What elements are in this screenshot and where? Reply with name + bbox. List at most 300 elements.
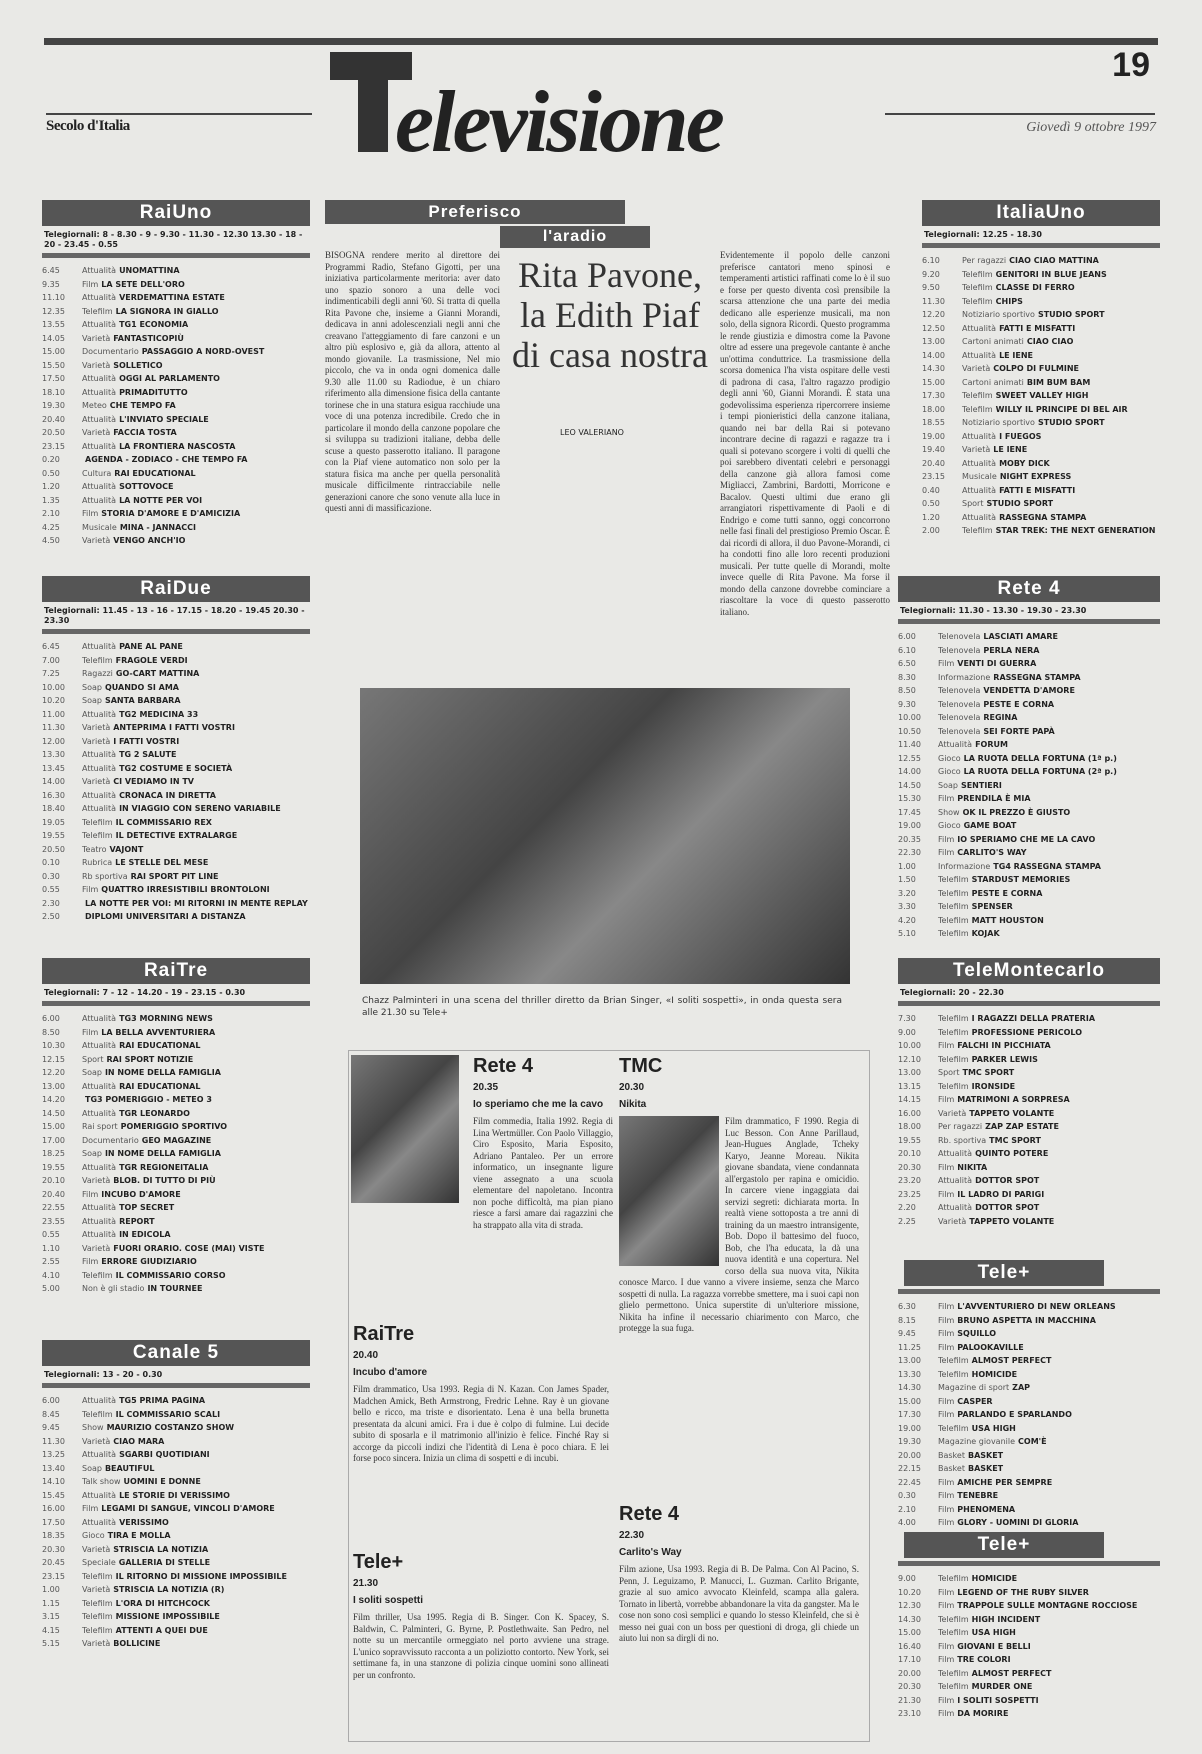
divider <box>898 1001 1160 1006</box>
schedule-category: Attualità <box>82 374 117 383</box>
schedule-title: CHIPS <box>995 296 1023 306</box>
schedule-canale5 <box>42 1394 310 1651</box>
schedule-time: 6.45 <box>42 642 60 651</box>
schedule-row <box>42 534 310 548</box>
schedule-row <box>898 1476 1160 1490</box>
schedule-title: FACCIA TOSTA <box>113 428 177 437</box>
schedule-title: PARKER LEWIS <box>971 1054 1038 1064</box>
schedule-category: Soap <box>82 682 102 692</box>
schedule-title: CHE TEMPO FA <box>109 401 176 410</box>
schedule-title: FATTI E MISFATTI <box>999 323 1076 333</box>
pick-text: Film commedia, Italia 1992. Regia di Lina Wertmüller. Con Paolo Villaggio, Ciro Esposito, Maria Esposito, Adriano Pantaleo. Per un errore informatico, un insegnante ligure viene assegnato a una scuola elementare del napoletano. Incontra non poche difficoltà, ma pian piano riesce a farsi amare dai ragazzini che ha strappato alla vita di strada. <box>473 1116 613 1230</box>
pick-time: 20.40 <box>353 1350 379 1361</box>
schedule-row <box>42 721 310 735</box>
schedule-time: 7.25 <box>42 669 60 678</box>
schedule-time: 0.40 <box>922 485 940 495</box>
schedule-time: 20.40 <box>922 458 945 468</box>
schedule-time: 6.00 <box>898 632 916 641</box>
schedule-title: HOMICIDE <box>971 1369 1018 1379</box>
schedule-title: IO SPERIAMO CHE ME LA CAVO <box>957 834 1096 844</box>
schedule-title: GO-CART MATTINA <box>115 669 200 678</box>
right-column-4 <box>898 1260 1160 1530</box>
schedule-title: IN NOME DELLA FAMIGLIA <box>104 1068 221 1077</box>
schedule-time: 23.10 <box>898 1709 921 1718</box>
schedule-row <box>42 829 310 843</box>
movie-still-photo <box>360 688 850 984</box>
tg-canale5: Telegiornali: 13 - 20 - 0.30 <box>44 1370 163 1379</box>
schedule-row <box>42 1556 310 1570</box>
schedule-category: Film <box>938 794 955 803</box>
schedule-title: TAPPETO VOLANTE <box>969 1108 1055 1118</box>
schedule-category: Per ragazzi <box>938 1122 983 1131</box>
schedule-teleplus-2 <box>898 1572 1160 1721</box>
schedule-time: 8.50 <box>42 1027 60 1037</box>
schedule-category: Attualità <box>962 512 997 522</box>
schedule-row <box>922 254 1160 268</box>
schedule-category: Cartoni animati <box>962 337 1024 346</box>
tg-rete4: Telegiornali: 11.30 - 13.30 - 19.30 - 23.30 <box>900 606 1087 615</box>
schedule-category: Film <box>938 1709 955 1718</box>
schedule-category: Telefilm <box>82 306 113 316</box>
schedule-category: Film <box>938 1329 955 1338</box>
schedule-time: 20.00 <box>898 1668 921 1678</box>
schedule-title: SWEET VALLEY HIGH <box>995 391 1089 400</box>
schedule-category: Attualità <box>82 1162 117 1172</box>
schedule-row <box>42 1066 310 1080</box>
pick-text: Film azione, Usa 1993. Regia di B. De Palma. Con Al Pacino, S. Penn, J. Leguizamo, P. Manucci, L. Guzman. Carlito Brigante, grazie al suo amico avvocato Kleinfeld, scampa alla galera. Tornato in libertà, vorrebbe abbandonare la vita da gangster. Ma le cose non sono così semplici e quando lo stesso Kleinfeld, che si è messo nei guai con un boss per questioni di droga, gli chiede un aiuto lui non sa dirgli di no. <box>619 1564 859 1643</box>
schedule-category: Attualità <box>82 1450 117 1459</box>
schedule-category: Talk show <box>82 1477 121 1486</box>
schedule-time: 2.25 <box>898 1216 916 1226</box>
schedule-row <box>922 484 1160 498</box>
schedule-title: DA MORIRE <box>957 1709 1009 1718</box>
schedule-time: 1.00 <box>898 861 916 871</box>
schedule-row <box>898 1147 1160 1161</box>
tg-raidue: Telegiornali: 11.45 - 13 - 16 - 17.15 - 18.20 - 19.45 20.30 - 23.30 <box>44 606 305 625</box>
schedule-row <box>898 1354 1160 1368</box>
schedule-title: IL COMMISSARIO CORSO <box>115 1270 226 1280</box>
schedule-title: PALOOKAVILLE <box>957 1342 1024 1352</box>
article-kicker: Preferisco <box>325 200 625 224</box>
schedule-title: IL RITORNO DI MISSIONE IMPOSSIBILE <box>115 1571 287 1581</box>
rule-right <box>885 113 1155 115</box>
schedule-row <box>42 440 310 454</box>
schedule-row <box>42 1053 310 1067</box>
schedule-time: 4.00 <box>898 1518 916 1527</box>
schedule-title: IN EDICOLA <box>119 1230 171 1239</box>
schedule-time: 1.35 <box>42 495 60 505</box>
schedule-title: MOBY DICK <box>999 458 1050 468</box>
schedule-title: OK IL PREZZO È GIUSTO <box>962 807 1071 817</box>
pick-title: Io speriamo che me la cavo <box>473 1099 604 1110</box>
schedule-row <box>42 345 310 359</box>
schedule-time: 21.30 <box>898 1695 921 1705</box>
schedule-row <box>922 268 1160 282</box>
schedule-time: 20.40 <box>42 1189 65 1199</box>
schedule-category: Attualità <box>82 414 117 424</box>
schedule-row <box>898 1516 1160 1530</box>
schedule-row <box>42 1448 310 1462</box>
schedule-category: Film <box>938 848 955 857</box>
schedule-row <box>42 681 310 695</box>
schedule-category: Telefilm <box>962 404 993 414</box>
schedule-row <box>42 748 310 762</box>
article <box>325 200 890 617</box>
schedule-time: 7.30 <box>898 1014 916 1023</box>
schedule-time: 8.15 <box>898 1315 916 1325</box>
schedule-category: Varietà <box>82 428 111 437</box>
schedule-title: L'AVVENTURIERO DI NEW ORLEANS <box>957 1302 1116 1311</box>
schedule-category: Attualità <box>82 387 117 397</box>
schedule-time: 11.00 <box>42 709 65 719</box>
schedule-category: Attualità <box>938 1176 973 1185</box>
schedule-title: STORIA D'AMORE E D'AMICIZIA <box>101 509 241 518</box>
schedule-row <box>898 1694 1160 1708</box>
schedule-row <box>898 1107 1160 1121</box>
schedule-row <box>42 1408 310 1422</box>
schedule-category: Cultura <box>82 468 112 478</box>
schedule-category: Attualità <box>82 1203 117 1212</box>
pick-text: Film drammatico, Usa 1993. Regia di N. Kazan. Con James Spader, Madchen Amick, Beth Armstrong, Fredric Lehne. Ray è un giovane bello e ricco, ma triste e disorientato. Lena è una bella brunetta presentata da alcuni amici. Fra i due è colpo di fulmine. Lui decide subito di sposarla e il matrimonio all'inizio è felice. Finché Ray si accorge da piccoli indizi che l'identità di Lena è poco chiara. E lei forse poco sincera. Inizia un clima di sospetti e di incubi. <box>353 1384 609 1463</box>
schedule-time: 18.00 <box>898 1122 921 1131</box>
schedule-time: 16.00 <box>42 1504 65 1513</box>
top-rule <box>44 38 1158 45</box>
schedule-time: 17.50 <box>42 374 65 383</box>
schedule-title: TAPPETO VOLANTE <box>969 1216 1055 1226</box>
schedule-row <box>898 657 1160 671</box>
schedule-row <box>42 305 310 319</box>
schedule-row <box>898 1327 1160 1341</box>
schedule-category: Soap <box>82 1149 102 1158</box>
schedule-category: Varietà <box>82 777 111 786</box>
schedule-title: CIAO MARA <box>113 1436 165 1446</box>
schedule-row <box>922 416 1160 430</box>
schedule-row <box>42 1215 310 1229</box>
schedule-title: IN VIAGGIO CON SERENO VARIABILE <box>119 804 281 813</box>
schedule-title: SENTIERI <box>960 780 1002 790</box>
schedule-rete4 <box>898 630 1160 941</box>
schedule-category: Attualità <box>82 1216 117 1226</box>
schedule-title: TG1 ECONOMIA <box>119 320 189 329</box>
schedule-category: Telenovela <box>938 632 981 641</box>
channel-header-italiauno: ItaliaUno <box>922 200 1160 226</box>
schedule-category: Informazione <box>938 861 991 871</box>
schedule-time: 22.45 <box>898 1477 921 1487</box>
schedule-row <box>898 1640 1160 1654</box>
schedule-category: Show <box>938 807 960 817</box>
right-column-2 <box>898 576 1160 941</box>
schedule-row <box>898 1381 1160 1395</box>
schedule-title: TGR REGIONEITALIA <box>119 1162 209 1172</box>
schedule-title: TG4 RASSEGNA STAMPA <box>993 861 1101 871</box>
schedule-raidue <box>42 640 310 924</box>
schedule-title: ALMOST PERFECT <box>971 1668 1052 1678</box>
schedule-title: CRONACA IN DIRETTA <box>119 790 216 800</box>
schedule-time: 13.00 <box>42 1081 65 1091</box>
schedule-category: Attualità <box>82 750 117 759</box>
schedule-time: 22.30 <box>898 848 921 857</box>
schedule-raitre <box>42 1012 310 1296</box>
schedule-row <box>898 927 1160 941</box>
schedule-row <box>42 910 310 924</box>
schedule-row <box>898 684 1160 698</box>
schedule-time: 20.45 <box>42 1558 65 1567</box>
schedule-title: DIPLOMI UNIVERSITARI A DISTANZA <box>85 912 246 921</box>
schedule-row <box>42 521 310 535</box>
left-column-3 <box>42 958 310 1296</box>
photo-caption: Chazz Palminteri in una scena del thriller diretto da Brian Singer, «I soliti sospetti», in onda questa sera alle 21.30 su Tele+ <box>362 996 842 1018</box>
schedule-category: Sport <box>938 1068 960 1077</box>
schedule-time: 11.25 <box>898 1342 921 1352</box>
schedule-category: Varietà <box>82 736 111 746</box>
schedule-category: Film <box>938 1695 955 1705</box>
schedule-category: Varietà <box>82 333 111 343</box>
schedule-time: 12.10 <box>898 1054 921 1064</box>
schedule-category: Varietà <box>938 1108 967 1118</box>
schedule-time: 19.55 <box>898 1135 921 1145</box>
schedule-time: 16.30 <box>42 790 65 800</box>
schedule-row <box>898 1408 1160 1422</box>
pick-time: 20.30 <box>619 1082 645 1093</box>
schedule-category: Telefilm <box>938 1081 969 1091</box>
schedule-category: Varietà <box>82 1243 111 1253</box>
schedule-row <box>42 1529 310 1543</box>
schedule-time: 11.30 <box>42 723 65 732</box>
schedule-category: Telefilm <box>962 283 993 292</box>
schedule-title: STRISCIA LA NOTIZIA (R) <box>113 1585 225 1594</box>
schedule-time: 22.15 <box>898 1464 921 1473</box>
schedule-row <box>42 453 310 467</box>
schedule-title: STRISCIA LA NOTIZIA <box>113 1544 209 1554</box>
schedule-time: 20.10 <box>898 1149 921 1158</box>
schedule-time: 20.35 <box>898 834 921 844</box>
schedule-row <box>898 1489 1160 1503</box>
schedule-category: Film <box>938 1518 955 1527</box>
schedule-category: Magazine di sport <box>938 1383 1010 1392</box>
schedule-row <box>898 738 1160 752</box>
schedule-title: LE IENE <box>999 350 1034 360</box>
schedule-category: Gioco <box>938 821 961 830</box>
schedule-title: SQUILLO <box>957 1329 997 1338</box>
schedule-category: Attualità <box>938 1203 973 1212</box>
schedule-category: Attualità <box>82 441 117 451</box>
schedule-time: 0.30 <box>42 871 60 881</box>
schedule-title: TG2 MEDICINA 33 <box>119 709 199 719</box>
schedule-title: LE STORIE DI VERISSIMO <box>119 1490 230 1500</box>
schedule-time: 9.00 <box>898 1027 916 1037</box>
schedule-row <box>922 281 1160 295</box>
schedule-time: 4.15 <box>42 1625 60 1635</box>
schedule-title: OGGI AL PARLAMENTO <box>119 374 220 383</box>
schedule-category: Attualità <box>82 1396 117 1405</box>
schedule-title: AGENDA - ZODIACO - CHE TEMPO FA <box>85 455 248 464</box>
schedule-row <box>42 1107 310 1121</box>
schedule-category: Per ragazzi <box>962 256 1007 265</box>
schedule-title: I FUEGOS <box>999 431 1042 441</box>
schedule-time: 6.50 <box>898 659 916 668</box>
schedule-row <box>42 802 310 816</box>
divider <box>898 619 1160 624</box>
schedule-category: Soap <box>938 780 958 790</box>
schedule-time: 23.20 <box>898 1176 921 1185</box>
schedule-category: Film <box>82 1027 99 1037</box>
schedule-row <box>898 1066 1160 1080</box>
schedule-title: TG5 PRIMA PAGINA <box>119 1396 206 1405</box>
schedule-row <box>42 1093 310 1107</box>
issue-date: Giovedì 9 ottobre 1997 <box>1026 120 1156 135</box>
schedule-row <box>42 1462 310 1476</box>
schedule-category: Telefilm <box>82 1409 113 1419</box>
schedule-row <box>922 430 1160 444</box>
schedule-row <box>42 856 310 870</box>
pick-text: Film drammatico, F 1990. Regia di Luc Besson. Con Anne Parillaud, Jean-Hugues Anglade, Tcheky Karyo, Jeanne Moreau. Nikita giovane sbandata, viene condannata all'ergastolo per rapina e omicidio. In carcere viene ingaggiata dai servizi segreti: dichiarata morta. In realtà viene sottoposta a tre anni di training da un maestro intransigente, Bob. Dopo il battesimo del fuoco, Bob, che l'ha educata, la dà una nuova identità e una copertura. Nel corso della sua nuova vita, Nikita conosce Marco. I due vanno a vivere insieme, senza che Marco sospetti di nulla. La ragazza vorrebbe smettere, ma i suoi capi non glielo permettono. Unica superstite di un'ulteriore missione, Nikita ha infine il necessario chiarimento con Marco, che protegge la sua fuga. <box>619 1116 859 1333</box>
schedule-title: TIRA E MOLLA <box>107 1531 171 1540</box>
schedule-category: Film <box>82 509 99 518</box>
schedule-category: Film <box>82 1257 99 1266</box>
schedule-category: Telenovela <box>938 686 981 695</box>
schedule-time: 20.40 <box>42 414 65 424</box>
schedule-title: LE STELLE DEL MESE <box>115 858 209 867</box>
schedule-category: Varietà <box>962 445 991 454</box>
schedule-row <box>42 1080 310 1094</box>
schedule-row <box>42 332 310 346</box>
schedule-time: 19.30 <box>42 401 65 410</box>
schedule-title: BASKET <box>967 1450 1004 1460</box>
schedule-title: ERRORE GIUDIZIARIO <box>101 1257 197 1266</box>
schedule-time: 0.10 <box>42 858 60 867</box>
channel-header-tmc: TeleMontecarlo <box>898 958 1160 984</box>
schedule-row <box>42 897 310 911</box>
schedule-time: 13.30 <box>42 750 65 759</box>
schedule-title: LA BELLA AVVENTURIERA <box>101 1027 216 1037</box>
schedule-category: Telefilm <box>962 391 993 400</box>
schedule-row <box>42 1597 310 1611</box>
schedule-category: Film <box>938 1504 955 1514</box>
schedule-row <box>922 443 1160 457</box>
schedule-category: Telefilm <box>962 269 993 279</box>
schedule-row <box>42 413 310 427</box>
left-column-4 <box>42 1340 310 1651</box>
schedule-title: MINA - JANNACCI <box>119 522 196 532</box>
schedule-title: RAI EDUCATIONAL <box>114 468 196 478</box>
schedule-category: Film <box>938 1491 955 1500</box>
schedule-time: 2.10 <box>898 1504 916 1514</box>
schedule-title: COM'È <box>1018 1437 1047 1446</box>
schedule-title: BOLLICINE <box>113 1639 161 1648</box>
schedule-title: VENTI DI GUERRA <box>957 659 1037 668</box>
schedule-row <box>42 694 310 708</box>
schedule-title: SOLLETICO <box>113 360 163 370</box>
schedule-row <box>42 843 310 857</box>
schedule-title: LA NOTTE PER VOI <box>119 495 203 505</box>
schedule-title: IL COMMISSARIO SCALI <box>115 1409 221 1419</box>
pick-title: Carlito's Way <box>619 1547 682 1558</box>
schedule-row <box>922 335 1160 349</box>
schedule-title: GLORY - UOMINI DI GLORIA <box>957 1518 1079 1527</box>
schedule-row <box>898 1667 1160 1681</box>
schedule-time: 12.00 <box>42 736 65 746</box>
schedule-time: 14.30 <box>922 364 945 373</box>
schedule-category: Telefilm <box>938 1054 969 1064</box>
schedule-row <box>898 1134 1160 1148</box>
section-title: elevisione <box>395 74 722 171</box>
schedule-title: NIKITA <box>957 1162 988 1172</box>
schedule-time: 19.00 <box>898 821 921 830</box>
schedule-row <box>898 792 1160 806</box>
schedule-time: 15.00 <box>922 377 945 387</box>
schedule-category: Telefilm <box>938 1369 969 1379</box>
schedule-title: WILLY IL PRINCIPE DI BEL AIR <box>995 404 1128 414</box>
schedule-category: Telenovela <box>938 645 981 655</box>
schedule-row <box>42 1026 310 1040</box>
pick-channel: TMC <box>619 1055 663 1077</box>
schedule-title: STUDIO SPORT <box>1037 310 1105 319</box>
left-column-2 <box>42 576 310 924</box>
schedule-time: 1.20 <box>42 482 60 491</box>
schedule-category: Film <box>938 1477 955 1487</box>
schedule-category: Film <box>938 1655 955 1664</box>
schedule-row <box>898 725 1160 739</box>
schedule-time: 20.50 <box>42 428 65 437</box>
schedule-row <box>42 1134 310 1148</box>
schedule-row <box>898 833 1160 847</box>
schedule-row <box>42 789 310 803</box>
schedule-row <box>42 1610 310 1624</box>
schedule-time: 10.20 <box>42 696 65 705</box>
schedule-category: Ragazzi <box>82 669 113 678</box>
schedule-row <box>898 1012 1160 1026</box>
schedule-title: VENDETTA D'AMORE <box>983 686 1075 695</box>
schedule-time: 0.50 <box>922 499 940 508</box>
schedule-time: 1.00 <box>42 1585 60 1594</box>
schedule-row <box>42 359 310 373</box>
schedule-title: KOJAK <box>971 929 1000 938</box>
schedule-category: Film <box>938 1189 955 1199</box>
schedule-row <box>42 1188 310 1202</box>
pick-rete4-2 <box>619 1503 859 1645</box>
schedule-time: 13.55 <box>42 320 65 329</box>
schedule-time: 10.30 <box>42 1041 65 1050</box>
divider <box>898 1289 1160 1294</box>
schedule-title: L'INVIATO SPECIALE <box>119 414 209 424</box>
schedule-category: Film <box>82 885 99 894</box>
schedule-title: BASKET <box>967 1464 1004 1473</box>
schedule-time: 23.15 <box>922 472 945 481</box>
pick-channel: Tele+ <box>353 1551 404 1573</box>
schedule-title: MURDER ONE <box>971 1682 1033 1691</box>
schedule-row <box>898 1599 1160 1613</box>
schedule-time: 14.50 <box>898 780 921 790</box>
schedule-row <box>922 349 1160 363</box>
schedule-row <box>898 1080 1160 1094</box>
schedule-category: Film <box>82 1504 99 1513</box>
schedule-row <box>898 846 1160 860</box>
schedule-time: 19.00 <box>898 1423 921 1433</box>
schedule-title: FANTASTICOPIÙ <box>113 333 184 343</box>
channel-header-teleplus-2: Tele+ <box>904 1532 1104 1558</box>
pick-rete4-1 <box>473 1055 613 1231</box>
schedule-time: 19.55 <box>42 831 65 840</box>
schedule-time: 13.00 <box>898 1068 921 1077</box>
schedule-title: RAI EDUCATIONAL <box>119 1041 201 1050</box>
schedule-row <box>42 1039 310 1053</box>
schedule-tmc <box>898 1012 1160 1228</box>
schedule-time: 12.55 <box>898 753 921 763</box>
schedule-category: Rai sport <box>82 1122 118 1131</box>
schedule-time: 23.25 <box>898 1189 921 1199</box>
pick-photo-2 <box>619 1116 719 1266</box>
schedule-row <box>42 1421 310 1435</box>
